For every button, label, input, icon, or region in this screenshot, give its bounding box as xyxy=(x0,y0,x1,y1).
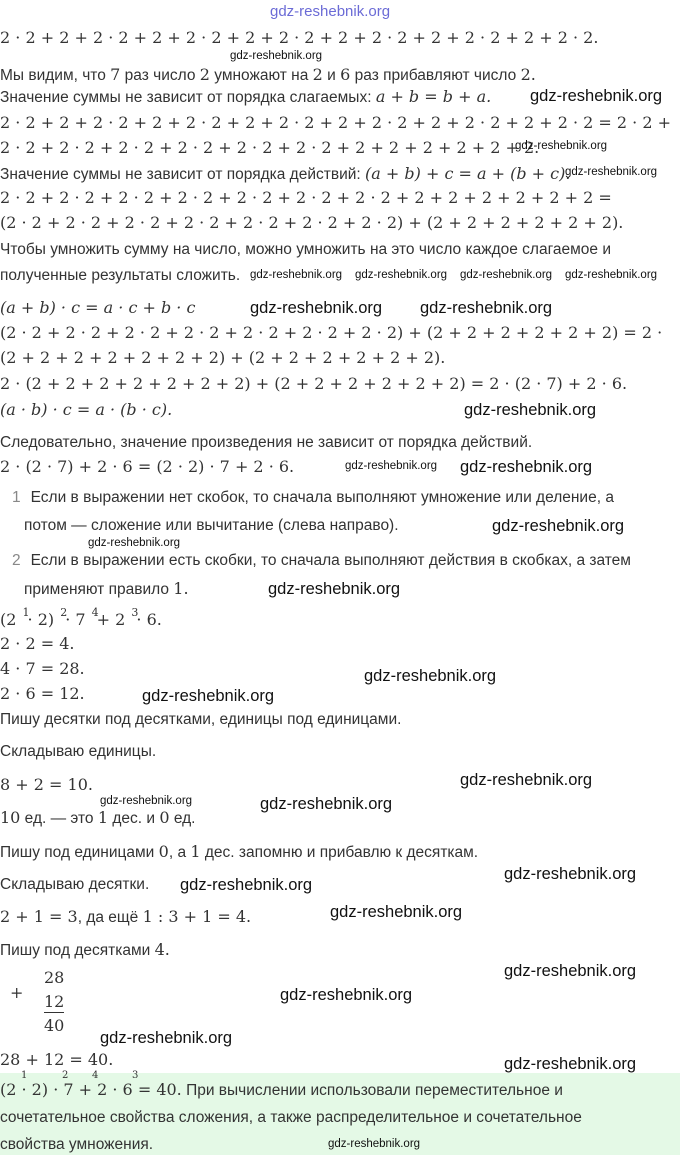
watermark: gdz-reshebnik.org xyxy=(565,269,658,281)
expr-line: 2 · 2 + 2 · 2 + 2 · 2 + 2 · 2 + 2 · 2 + 2 · 2 + 2 · 2 + 2 + 2 + 2 + 2 + 2 + 2 = xyxy=(0,188,612,207)
expr-line: (a · b) · c = a · (b · c). xyxy=(0,400,173,419)
watermark: gdz-reshebnik.org xyxy=(504,1055,637,1073)
watermark: gdz-reshebnik.org xyxy=(460,269,553,281)
answer-expression: (2 · 2) · 7 + 2 · 6 = 40. xyxy=(0,1080,182,1099)
step-1: 2 · 2 = 4. xyxy=(0,634,75,653)
text-line: Значение суммы не зависит от порядка слагаемых: a + b = b + a. xyxy=(0,87,492,106)
expr-line: 8 + 2 = 10. xyxy=(0,775,93,794)
text-line: Чтобы умножить сумму на число, можно умножить на это число каждое слагаемое и xyxy=(0,241,612,258)
watermark: gdz-reshebnik.org xyxy=(345,460,438,472)
answer-order-2: 2 xyxy=(62,1070,69,1081)
expr-line: (2 · 2 + 2 · 2 + 2 · 2 + 2 · 2 + 2 · 2 + 2 · 2 + 2 · 2) + (2 + 2 + 2 + 2 + 2 + 2) = 2 · xyxy=(0,323,663,342)
expr-line: (2 · 2 + 2 · 2 + 2 · 2 + 2 · 2 + 2 · 2 + 2 · 2 + 2 · 2) + (2 + 2 + 2 + 2 + 2 + 2). xyxy=(0,213,624,232)
column-addend-1: 28 xyxy=(44,968,65,987)
watermark: gdz-reshebnik.org xyxy=(530,87,663,105)
watermark: gdz-reshebnik.org xyxy=(420,299,553,317)
column-plus: + xyxy=(10,983,24,1002)
text-line: Пишу под десятками 4. xyxy=(0,940,170,959)
answer-line: свойства умножения. xyxy=(0,1136,154,1153)
watermark: gdz-reshebnik.org xyxy=(268,580,401,598)
watermark: gdz-reshebnik.org xyxy=(230,50,323,62)
text-line: 2 + 1 = 3, да ещё 1 : 3 + 1 = 4. xyxy=(0,907,252,926)
text-line: Пишу десятки под десятками, единицы под единицами. xyxy=(0,711,402,728)
watermark: gdz-reshebnik.org xyxy=(100,795,193,807)
text-line: Значение суммы не зависит от порядка действий: (a + b) + c = a + (b + c). xyxy=(0,164,571,183)
expr-line: 2 · (2 · 7) + 2 · 6 = (2 · 2) · 7 + 2 · 6. xyxy=(0,457,295,476)
watermark: gdz-reshebnik.org xyxy=(515,140,608,152)
watermark: gdz-reshebnik.org xyxy=(328,1138,421,1150)
answer-line: сочетательное свойства сложения, а также распределительное и сочетательное xyxy=(0,1109,582,1126)
column-addend-2: 12 xyxy=(44,992,65,1011)
site-link[interactable]: gdz-reshebnik.org xyxy=(270,3,391,20)
watermark: gdz-reshebnik.org xyxy=(355,269,448,281)
watermark: gdz-reshebnik.org xyxy=(464,401,597,419)
watermark: gdz-reshebnik.org xyxy=(250,299,383,317)
watermark: gdz-reshebnik.org xyxy=(88,537,181,549)
expr-line: 2 · 2 + 2 + 2 · 2 + 2 + 2 · 2 + 2 + 2 · 2 + 2 + 2 · 2 + 2 + 2 · 2 + 2 + 2 · 2. xyxy=(0,28,599,47)
rule-2-cont: применяют правило 1. xyxy=(24,579,189,598)
rule-2: 2 Если в выражении есть скобки, то сначала выполняют действия в скобках, а затем xyxy=(12,552,631,569)
text-line: Складываю единицы. xyxy=(0,743,157,760)
answer-order-1: 1 xyxy=(21,1070,28,1081)
watermark: gdz-reshebnik.org xyxy=(364,667,497,685)
watermark: gdz-reshebnik.org xyxy=(504,962,637,980)
watermark: gdz-reshebnik.org xyxy=(504,865,637,883)
text-line: 10 ед. — это 1 дес. и 0 ед. xyxy=(0,808,196,827)
expr-line: (a + b) · c = a · c + b · c xyxy=(0,298,196,317)
rule-1-cont: потом — сложение или вычитание (слева направо). xyxy=(24,517,399,534)
order-expression: (2 $^1$· 2) $^2$· 7 $^4$+ 2 $^3$· 6. xyxy=(0,606,162,629)
watermark: gdz-reshebnik.org xyxy=(565,166,658,178)
text-line: Складываю десятки. xyxy=(0,876,150,893)
watermark: gdz-reshebnik.org xyxy=(492,517,625,535)
text-line: Пишу под единицами 0, а 1 дес. запомню и прибавлю к десяткам. xyxy=(0,842,479,861)
expr-line: 2 · 2 + 2 · 2 + 2 · 2 + 2 · 2 + 2 · 2 + 2 · 2 + 2 + 2 + 2 + 2 + 2 + 2. xyxy=(0,138,540,157)
text-line: полученные результаты сложить. xyxy=(0,267,241,284)
expr-line: 2 · (2 + 2 + 2 + 2 + 2 + 2 + 2) + (2 + 2 + 2 + 2 + 2 + 2) = 2 · (2 · 7) + 2 · 6. xyxy=(0,374,628,393)
watermark: gdz-reshebnik.org xyxy=(460,458,593,476)
watermark: gdz-reshebnik.org xyxy=(180,876,313,894)
answer-line: (2 · 2) · 7 + 2 · 6 = 40. При вычислении использовали переместительное и xyxy=(0,1080,563,1099)
step-3: 2 · 6 = 12. xyxy=(0,684,85,703)
column-sum: 40 xyxy=(44,1016,65,1035)
step-2: 4 · 7 = 28. xyxy=(0,659,85,678)
watermark: gdz-reshebnik.org xyxy=(260,795,393,813)
answer-order-3: 4 xyxy=(92,1070,99,1081)
answer-order-4: 3 xyxy=(132,1070,139,1081)
rule-1: 1 Если в выражении нет скобок, то сначала выполняют умножение или деление, а xyxy=(12,489,614,506)
watermark: gdz-reshebnik.org xyxy=(280,986,413,1004)
watermark: gdz-reshebnik.org xyxy=(142,687,275,705)
watermark: gdz-reshebnik.org xyxy=(460,771,593,789)
text-line: Мы видим, что 7 раз число 2 умножают на 2 и 6 раз прибавляют число 2. xyxy=(0,65,536,84)
watermark: gdz-reshebnik.org xyxy=(330,903,463,921)
watermark: gdz-reshebnik.org xyxy=(100,1029,233,1047)
watermark: gdz-reshebnik.org xyxy=(250,269,343,281)
text-line: Следовательно, значение произведения не зависит от порядка действий. xyxy=(0,434,533,451)
expr-line: (2 + 2 + 2 + 2 + 2 + 2 + 2) + (2 + 2 + 2 + 2 + 2 + 2). xyxy=(0,348,446,367)
expr-line: 28 + 12 = 40. xyxy=(0,1050,114,1069)
expr-line: 2 · 2 + 2 + 2 · 2 + 2 + 2 · 2 + 2 + 2 · 2 + 2 + 2 · 2 + 2 + 2 · 2 + 2 + 2 · 2 = 2 · 2 + xyxy=(0,113,672,132)
